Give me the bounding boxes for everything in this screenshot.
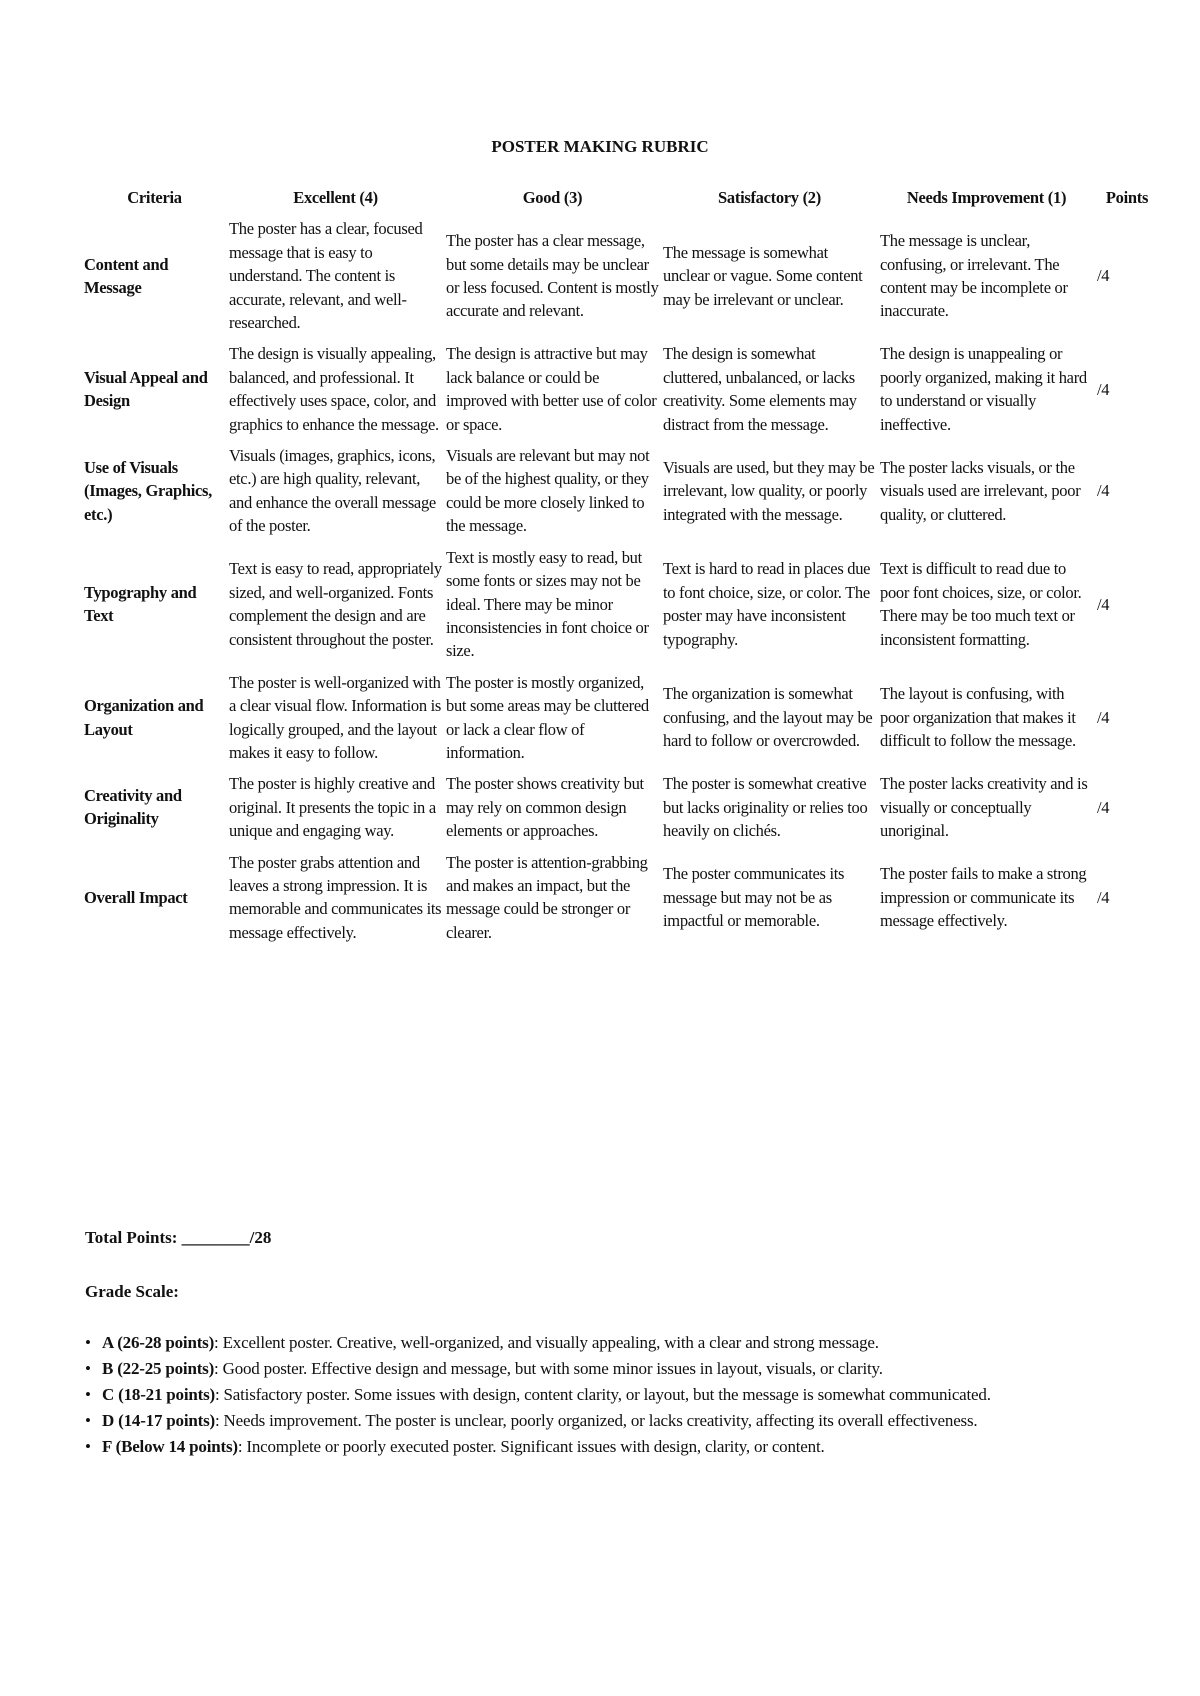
table-row — [82, 544, 1159, 669]
header-needs-improvement: Needs Improvement (1) — [906, 188, 1067, 207]
cell-criteria: Visual Appeal and Design — [84, 367, 208, 411]
cell-satisfactory: The organization is somewhat confusing, and the layout may be hard to follow or overcrowded. — [663, 684, 873, 751]
cell-good: The design is attractive but may lack balance or could be improved with better use of color or space. — [446, 344, 657, 434]
cell-needs: The layout is confusing, with poor organization that makes it difficult to follow the message. — [880, 684, 1076, 751]
grade-description: : Good poster. Effective design and message, but with some minor issues in layout, visuals, or clarity. — [214, 1359, 883, 1378]
total-points — [85, 1228, 271, 1248]
cell-criteria: Creativity and Originality — [84, 786, 182, 829]
bullet-icon: • — [85, 1437, 91, 1456]
cell-excellent: The poster is highly creative and original. It presents the topic in a unique and engaging way. — [229, 774, 436, 841]
grade-range: A (26-28 points) — [102, 1333, 215, 1352]
cell-satisfactory: The message is somewhat unclear or vague. Some content may be irrelevant or unclear. — [663, 242, 863, 309]
grade-item — [85, 1408, 1115, 1434]
cell-needs: The design is unappealing or poorly organized, making it hard to understand or visually ineffective. — [880, 344, 1087, 434]
rubric-table — [82, 186, 1159, 950]
table-row — [82, 215, 1159, 340]
cell-criteria: Use of Visuals (Images, Graphics, etc.) — [84, 457, 212, 524]
grade-range: D (14-17 points) — [102, 1411, 215, 1430]
table-row — [82, 770, 1159, 848]
grade-range: F (Below 14 points) — [102, 1437, 238, 1456]
total-blank: ________ — [181, 1228, 250, 1247]
cell-excellent: Text is easy to read, appropriately sized, and well-organized. Fonts complement the design and are consistent throughout the poster. — [229, 559, 442, 649]
total-max: /28 — [249, 1228, 272, 1247]
cell-needs: Text is difficult to read due to poor font choices, size, or color. There may be too much text or inconsistent formatting. — [880, 559, 1082, 649]
grade-item — [85, 1330, 1115, 1356]
cell-criteria: Organization and Layout — [84, 696, 204, 739]
cell-satisfactory: Visuals are used, but they may be irrelevant, low quality, or poorly integrated with the message. — [663, 457, 875, 524]
bullet-icon: • — [85, 1385, 91, 1404]
cell-points: /4 — [1097, 707, 1110, 727]
cell-excellent: The design is visually appealing, balanced, and professional. It effectively uses space, color, and graphics to enhance the message. — [229, 344, 439, 434]
grade-scale-heading: Grade Scale: — [85, 1282, 179, 1301]
cell-points: /4 — [1097, 266, 1110, 286]
cell-satisfactory: Text is hard to read in places due to font choice, size, or color. The poster may have inconsistent typography. — [663, 559, 871, 649]
cell-good: The poster is mostly organized, but some areas may be cluttered or lack a clear flow of information. — [446, 672, 649, 762]
grade-description: : Satisfactory poster. Some issues with design, content clarity, or layout, but the message is somewhat communicated. — [214, 1385, 991, 1404]
header-satisfactory: Satisfactory (2) — [718, 188, 821, 207]
grade-item — [85, 1356, 1115, 1382]
table-header-row — [82, 186, 1159, 215]
grade-scale-list — [85, 1330, 1115, 1460]
cell-good: Text is mostly easy to read, but some fonts or sizes may not be ideal. There may be minor inconsistencies in font choice or size. — [446, 547, 649, 661]
header-excellent: Excellent (4) — [293, 188, 378, 207]
grade-item — [85, 1434, 1115, 1460]
header-points: Points — [1105, 188, 1149, 207]
cell-satisfactory: The poster communicates its message but may not be as impactful or memorable. — [663, 864, 845, 931]
cell-excellent: The poster is well-organized with a clear visual flow. Information is logically grouped, and the layout makes it easy to follow. — [229, 672, 442, 762]
cell-satisfactory: The design is somewhat cluttered, unbalanced, or lacks creativity. Some elements may distract from the message. — [663, 344, 857, 434]
table-row — [82, 849, 1159, 951]
cell-excellent: Visuals (images, graphics, icons, etc.) are high quality, relevant, and enhance the overall message of the poster. — [229, 446, 436, 536]
cell-needs: The poster fails to make a strong impression or communicate its message effectively. — [880, 864, 1087, 931]
grade-description: : Needs improvement. The poster is unclear, poorly organized, or lacks creativity, affecting its overall effectiveness. — [214, 1411, 978, 1430]
document-title: POSTER MAKING RUBRIC — [491, 137, 709, 156]
cell-criteria: Typography and Text — [84, 582, 197, 626]
cell-criteria: Overall Impact — [84, 887, 188, 907]
cell-criteria: Content and Message — [84, 254, 169, 297]
total-label: Total Points: — [85, 1228, 178, 1247]
cell-needs: The poster lacks creativity and is visually or conceptually unoriginal. — [880, 774, 1088, 841]
bullet-icon: • — [85, 1411, 91, 1430]
grade-description: : Excellent poster. Creative, well-organized, and visually appealing, with a clear and strong message. — [214, 1333, 879, 1352]
cell-points: /4 — [1097, 797, 1110, 817]
cell-satisfactory: The poster is somewhat creative but lacks originality or relies too heavily on clichés. — [663, 774, 868, 841]
cell-good: The poster shows creativity but may rely on common design elements or approaches. — [446, 774, 644, 841]
grade-description: : Incomplete or poorly executed poster. Significant issues with design, clarity, or content. — [237, 1437, 825, 1456]
grade-range: B (22-25 points) — [102, 1359, 215, 1378]
cell-good: The poster is attention-grabbing and makes an impact, but the message could be stronger or clearer. — [446, 852, 648, 942]
cell-needs: The message is unclear, confusing, or irrelevant. The content may be incomplete or inaccurate. — [880, 231, 1068, 321]
cell-needs: The poster lacks visuals, or the visuals used are irrelevant, poor quality, or cluttered. — [880, 457, 1081, 524]
table-row — [82, 669, 1159, 771]
cell-excellent: The poster grabs attention and leaves a strong impression. It is memorable and communicates its message effectively. — [229, 852, 442, 942]
cell-good: The poster has a clear message, but some details may be unclear or less focused. Content is mostly accurate and relevant. — [446, 231, 659, 321]
header-criteria: Criteria — [127, 188, 182, 207]
cell-excellent: The poster has a clear, focused message that is easy to understand. The content is accurate, relevant, and well-researched. — [229, 219, 423, 333]
bullet-icon: • — [85, 1359, 91, 1378]
cell-points: /4 — [1097, 887, 1110, 907]
cell-good: Visuals are relevant but may not be of the highest quality, or they could be more closely linked to the message. — [446, 446, 650, 536]
header-good: Good (3) — [522, 188, 583, 207]
table-row — [82, 442, 1159, 544]
bullet-icon: • — [85, 1333, 91, 1352]
cell-points: /4 — [1097, 481, 1110, 501]
grade-range: C (18-21 points) — [102, 1385, 215, 1404]
grade-item — [85, 1382, 1115, 1408]
cell-points: /4 — [1097, 594, 1110, 614]
table-row — [82, 340, 1159, 442]
cell-points: /4 — [1097, 379, 1110, 399]
